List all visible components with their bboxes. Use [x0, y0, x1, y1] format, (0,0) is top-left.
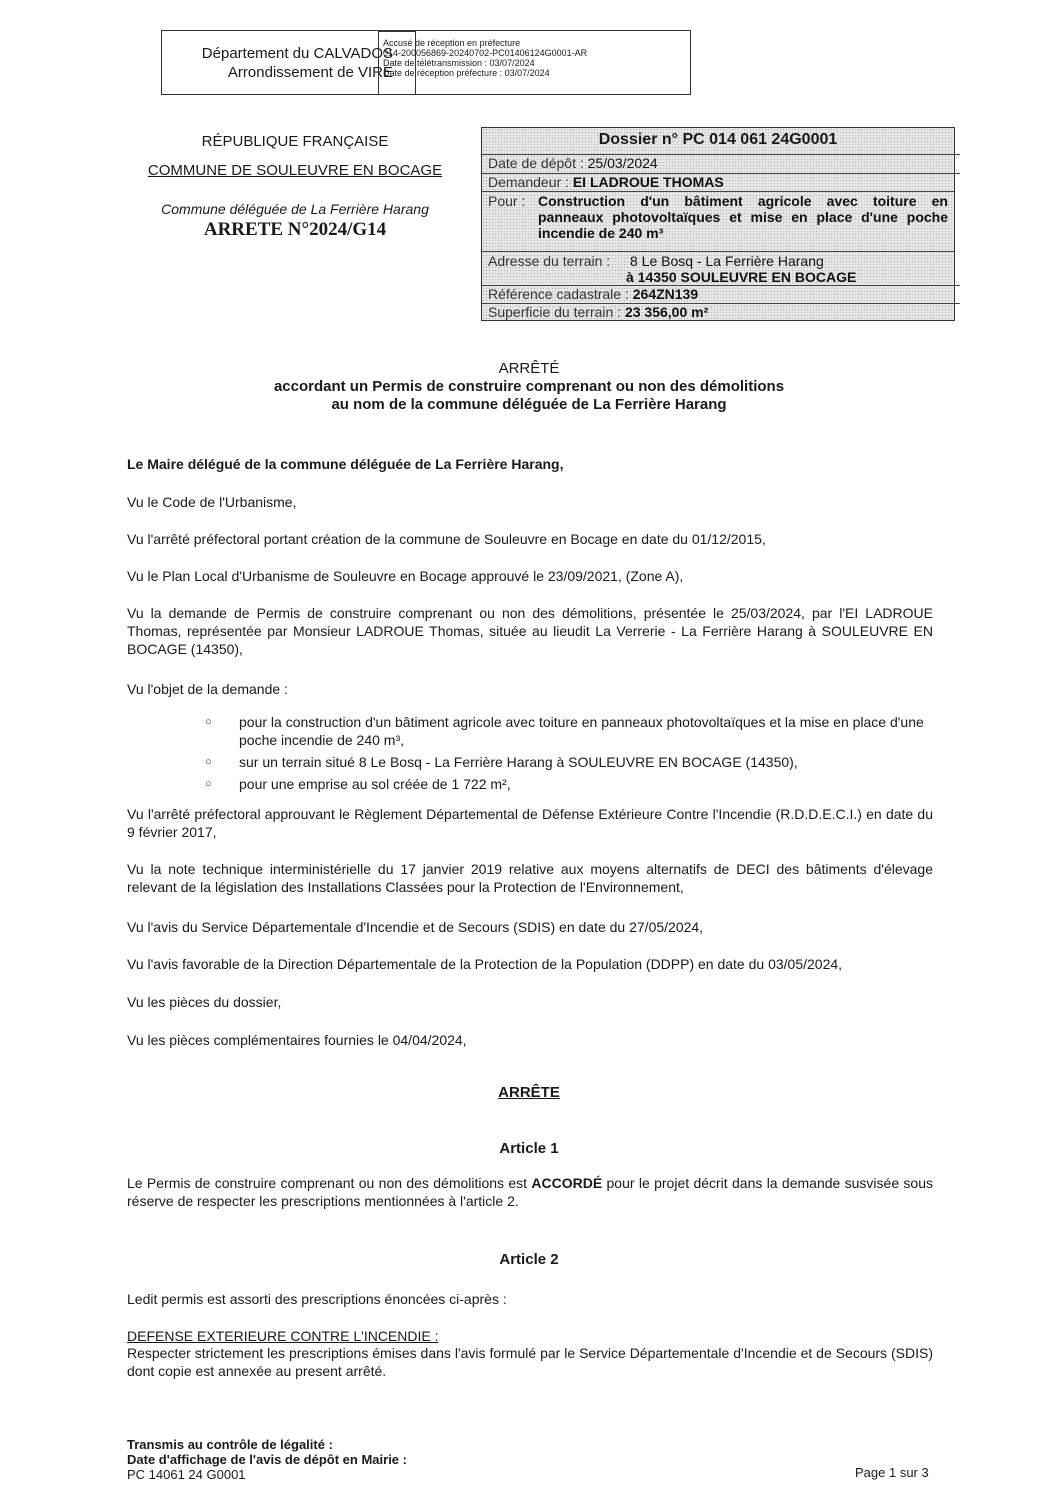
pour-label: Pour :: [488, 193, 526, 209]
footer-block: [127, 1437, 407, 1482]
vu-objet: Vu l'objet de la demande :: [127, 681, 288, 697]
vu-ddpp: Vu l'avis favorable de la Direction Départementale de la Protection de la Population (DDPP) en date du 03/05/2024,: [127, 956, 843, 972]
date-label: Date de dépôt :: [488, 155, 588, 171]
transmis-label: Transmis au contrôle de légalité :: [127, 1437, 333, 1452]
ref-value: 264ZN139: [632, 286, 699, 302]
pour-value: Construction d'un bâtiment agricole avec toiture en panneaux photovoltaïques et mise en place d'une poche incendie de 240 m³: [538, 193, 948, 241]
article-1-accorde: ACCORDÉ: [531, 1175, 603, 1191]
defense-text: Respecter strictement les prescriptions émises dans l'avis formulé par le Service Départementale d'Incendie et de Secours (SDIS) dont copie est annexée au present arrêté.: [127, 1345, 933, 1379]
commune-deleguee-label: Commune déléguée de La Ferrière Harang: [161, 201, 429, 217]
article-1-text-b: pour le projet décrit dans la demande susvisée sous réserve de respecter les prescriptions mentionnées à l'article 2.: [127, 1175, 934, 1209]
defense-heading: DEFENSE EXTERIEURE CONTRE L'INCENDIE :: [127, 1328, 439, 1344]
list-item: ○ pour une emprise au sol créée de 1 722 m²,: [205, 775, 940, 793]
arrete-title: ARRÊTÉ: [498, 360, 560, 377]
article-2-title: Article 2: [499, 1251, 559, 1268]
article-1-text-a: Le Permis de construire comprenant ou non des démolitions est: [127, 1175, 532, 1191]
dossier-row-adresse: [482, 251, 954, 286]
footer-reference: PC 14061 24 G0001: [127, 1467, 246, 1482]
accuse-line: Accusé de réception en préfecture: [383, 38, 521, 48]
arrete-subtitle: [100, 378, 958, 414]
vu-demande: Vu la demande de Permis de construire comprenant ou non des démolitions, présentée le 25/03/2024, par l'EI LADROUE Thomas, représentée par Monsieur LADROUE Thomas, située au lieudit La Verrerie - La Ferrière Harang à SOULEUVRE EN BOCAGE (14350),: [127, 605, 933, 657]
dossier-box: [481, 127, 955, 321]
adresse-line2: à 14350 SOULEUVRE EN BOCAGE: [626, 269, 857, 285]
affichage-label: Date d'affichage de l'avis de dépôt en Mairie :: [127, 1452, 407, 1467]
article-1-title: Article 1: [499, 1140, 559, 1157]
republique-label: RÉPUBLIQUE FRANÇAISE: [201, 133, 389, 150]
vu-code: Vu le Code de l'Urbanisme,: [127, 494, 297, 510]
arrondissement-label: Arrondissement de VIRE: [227, 64, 393, 81]
demandeur-value: EI LADROUE THOMAS: [572, 174, 724, 190]
date-value: 25/03/2024: [587, 155, 658, 171]
ref-label: Référence cadastrale :: [488, 286, 633, 302]
departement-label: Département du CALVADOS: [201, 45, 393, 62]
maire-paragraph: Le Maire délégué de la commune déléguée de La Ferrière Harang,: [127, 456, 564, 472]
dossier-title: Dossier n° PC 014 061 24G0001: [598, 131, 838, 148]
dossier-row-superficie: [482, 303, 960, 320]
vu-prefectoral: Vu l'arrêté préfectoral portant création de la commune de Souleuvre en Bocage en date du 01/12/2015,: [127, 531, 766, 547]
subtitle-line-1: accordant un Permis de construire comprenant ou non des démolitions: [273, 378, 785, 395]
objet-list: [205, 713, 940, 797]
article-1-text: [127, 1174, 933, 1210]
vu-rddeci: Vu l'arrêté préfectoral approuvant le Règlement Départemental de Défense Extérieure Contre l'Incendie (R.D.D.E.C.I.) en date du 9 février 2017,: [127, 806, 933, 840]
commune-label: COMMUNE DE SOULEUVRE EN BOCAGE: [147, 162, 443, 179]
vu-pieces: Vu les pièces du dossier,: [127, 994, 282, 1010]
arrete-heading: ARRÊTE: [498, 1084, 560, 1101]
adresse-line1: 8 Le Bosq - La Ferrière Harang: [630, 253, 824, 269]
dossier-row-demandeur: [482, 173, 960, 192]
article-2-intro: Ledit permis est assorti des prescriptions énoncées ci-après :: [127, 1291, 507, 1307]
vu-note: Vu la note technique interministérielle du 17 janvier 2019 relative aux moyens alternatifs de DECI des bâtiments d'élevage relevant de la législation des Installations Classées pour la Protection de l'Environnement,: [127, 861, 933, 895]
accuse-line: Date de réception préfecture : 03/07/2024: [383, 68, 550, 78]
dossier-row-date: [482, 154, 960, 173]
adresse-label: Adresse du terrain :: [488, 253, 611, 269]
vu-plu: Vu le Plan Local d'Urbanisme de Souleuvre en Bocage approuvé le 23/09/2021, (Zone A),: [127, 568, 684, 584]
subtitle-line-2: au nom de la commune déléguée de La Ferrière Harang: [331, 396, 727, 413]
superficie-value: 23 356,00 m²: [624, 304, 709, 320]
dossier-row-pour: [482, 191, 954, 252]
dossier-row-reference: [482, 285, 960, 304]
arrete-number: ARRETE N°2024/G14: [203, 219, 387, 240]
superficie-label: Superficie du terrain :: [488, 304, 625, 320]
accuse-line: Date de télétransmission : 03/07/2024: [383, 58, 535, 68]
demandeur-label: Demandeur :: [488, 174, 573, 190]
list-item: ○ sur un terrain situé 8 Le Bosq - La Ferrière Harang à SOULEUVRE EN BOCAGE (14350),: [205, 753, 940, 771]
page-number: Page 1 sur 3: [855, 1465, 929, 1480]
vu-complementaires: Vu les pièces complémentaires fournies le 04/04/2024,: [127, 1032, 467, 1048]
accuse-line: 014-200056869-20240702-PC01406124G0001-AR: [383, 48, 588, 58]
accuse-stamp: [383, 38, 587, 78]
department-block: [175, 44, 393, 82]
list-item: ○ pour la construction d'un bâtiment agricole avec toiture en panneaux photovoltaïques et la mise en place d'une poche incendie de 240 m³,: [205, 713, 940, 749]
vu-sdis: Vu l'avis du Service Départementale d'Incendie et de Secours (SDIS) en date du 27/05/2024,: [127, 919, 704, 935]
